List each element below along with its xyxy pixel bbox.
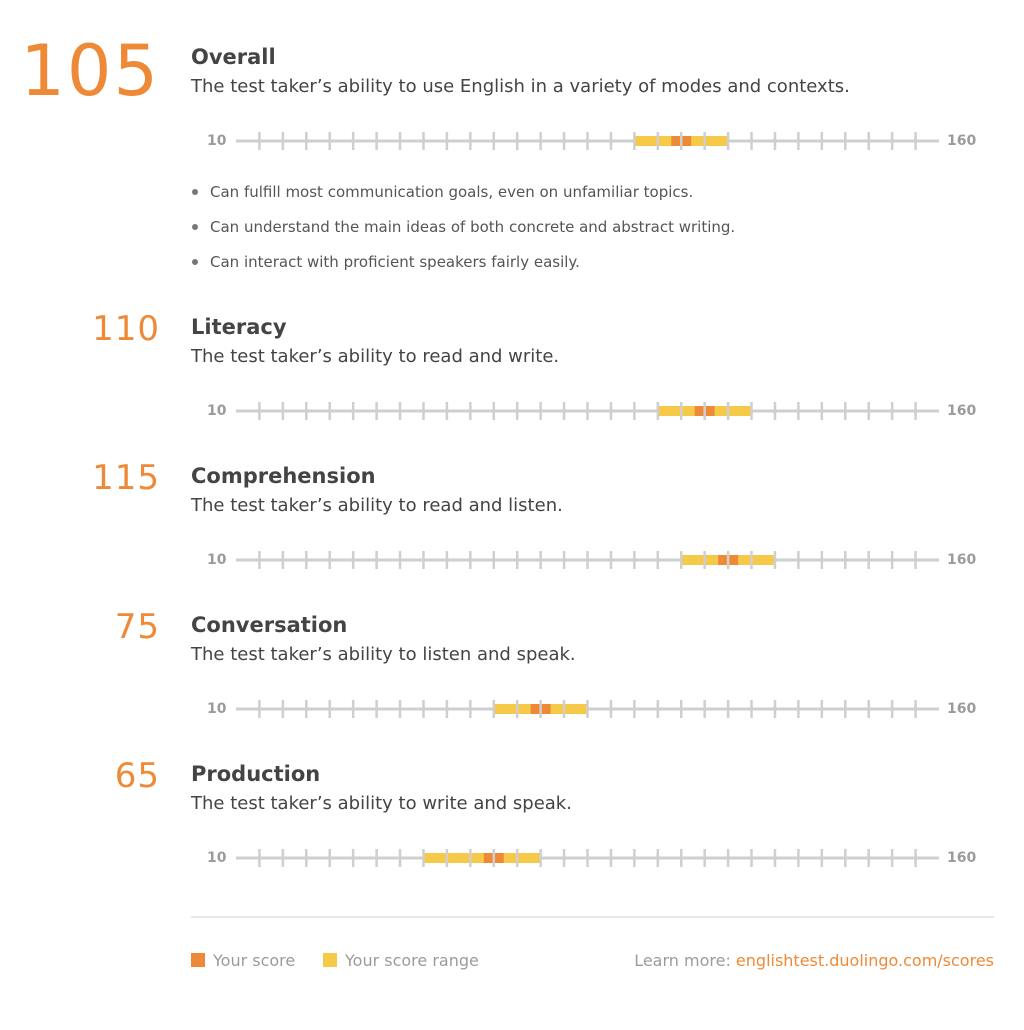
legend-your-score-range [323, 951, 479, 971]
scale-tick [328, 849, 331, 867]
score-track [236, 550, 939, 570]
footer-divider [191, 916, 994, 918]
scale-tick [657, 132, 660, 150]
scale-tick [657, 551, 660, 569]
scale-tick [727, 402, 730, 420]
scale-tick [891, 849, 894, 867]
comprehension-score: 115 [92, 458, 160, 498]
production-section [0, 756, 1024, 881]
scale-tick [727, 700, 730, 718]
scale-tick [914, 551, 917, 569]
scale-tick [282, 700, 285, 718]
scale-tick [680, 132, 683, 150]
scale-tick [258, 402, 261, 420]
scale-tick [375, 849, 378, 867]
scale-tick [821, 700, 824, 718]
overall-score: 105 [20, 30, 160, 112]
scale-tick [305, 402, 308, 420]
scale-tick [727, 551, 730, 569]
scale-tick [633, 402, 636, 420]
scale-tick [563, 551, 566, 569]
scale-tick [446, 551, 449, 569]
scale-tick [727, 132, 730, 150]
scale-tick [469, 700, 472, 718]
bullet-dot [192, 224, 198, 230]
scale-tick [422, 849, 425, 867]
conversation-score: 75 [114, 607, 160, 647]
scale-tick [680, 849, 683, 867]
scale-tick [446, 402, 449, 420]
scale-tick [844, 700, 847, 718]
scale-tick [539, 132, 542, 150]
scale-tick [914, 700, 917, 718]
overall-description: The test taker’s ability to use English in a variety of modes and contexts. [191, 76, 850, 97]
score-scale-svg [236, 131, 939, 151]
scale-tick [282, 402, 285, 420]
scale-tick [680, 551, 683, 569]
scale-tick [422, 132, 425, 150]
scale-tick [750, 132, 753, 150]
score-scale-svg [236, 699, 939, 719]
scale-tick [539, 849, 542, 867]
score-track [236, 131, 939, 151]
legend-your-score [191, 951, 295, 971]
scale-tick [633, 551, 636, 569]
scale-tick [774, 402, 777, 420]
scale-tick [563, 402, 566, 420]
scale-tick [586, 551, 589, 569]
scale-tick [633, 849, 636, 867]
list-item [191, 252, 735, 287]
scale-tick [305, 849, 308, 867]
scale-tick [328, 700, 331, 718]
scale-tick [750, 700, 753, 718]
literacy-title: Literacy [191, 315, 287, 339]
bullet-text: Can interact with proficient speakers fairly easily. [210, 253, 580, 271]
scale-tick [399, 132, 402, 150]
scale-tick [867, 849, 870, 867]
scale-tick [750, 402, 753, 420]
scale-tick [867, 700, 870, 718]
scale-max-label: 160 [947, 552, 977, 568]
overall-section [0, 30, 1024, 284]
scale-tick [352, 132, 355, 150]
learn-more [634, 951, 994, 971]
scale-tick [797, 551, 800, 569]
scale-tick [891, 700, 894, 718]
scale-tick [516, 132, 519, 150]
scale-tick [797, 849, 800, 867]
scale-tick [563, 132, 566, 150]
scale-tick [352, 849, 355, 867]
scale-tick [774, 551, 777, 569]
list-item [191, 182, 735, 217]
scale-tick [516, 849, 519, 867]
scale-tick [399, 402, 402, 420]
scale-tick [703, 551, 706, 569]
scale-tick [610, 402, 613, 420]
score-scale-svg [236, 848, 939, 868]
scale-max-label: 160 [947, 133, 977, 149]
scale-tick [586, 849, 589, 867]
scale-tick [867, 551, 870, 569]
list-item [191, 217, 735, 252]
scale-tick [821, 132, 824, 150]
scale-tick [774, 700, 777, 718]
scale-tick [610, 551, 613, 569]
scale-tick [516, 700, 519, 718]
scale-tick [563, 700, 566, 718]
overall-bullet-list [191, 182, 735, 287]
conversation-scale [0, 699, 1024, 723]
scale-tick [891, 132, 894, 150]
scale-tick [703, 700, 706, 718]
bullet-text: Can fulfill most communication goals, even on unfamiliar topics. [210, 183, 694, 201]
scale-tick [539, 700, 542, 718]
scale-tick [703, 132, 706, 150]
conversation-title: Conversation [191, 613, 348, 637]
scale-tick [375, 402, 378, 420]
scale-tick [867, 402, 870, 420]
production-score: 65 [114, 756, 160, 796]
scale-tick [493, 551, 496, 569]
scale-tick [563, 849, 566, 867]
scale-tick [914, 132, 917, 150]
scale-max-label: 160 [947, 403, 977, 419]
scale-tick [610, 849, 613, 867]
literacy-description: The test taker’s ability to read and write. [191, 346, 560, 367]
scale-tick [703, 402, 706, 420]
overall-scale [0, 131, 1024, 155]
scale-tick [328, 402, 331, 420]
scale-tick [375, 132, 378, 150]
scale-tick [446, 849, 449, 867]
production-description: The test taker’s ability to write and speak. [191, 793, 572, 814]
scale-max-label: 160 [947, 850, 977, 866]
scale-tick [375, 551, 378, 569]
comprehension-title: Comprehension [191, 464, 376, 488]
scale-tick [867, 132, 870, 150]
scale-tick [399, 700, 402, 718]
scale-tick [422, 551, 425, 569]
scale-tick [352, 551, 355, 569]
scale-tick [750, 551, 753, 569]
conversation-description: The test taker’s ability to listen and speak. [191, 644, 576, 665]
scale-tick [258, 132, 261, 150]
scale-tick [821, 551, 824, 569]
scale-tick [469, 849, 472, 867]
bullet-text: Can understand the main ideas of both concrete and abstract writing. [210, 218, 736, 236]
comprehension-scale [0, 550, 1024, 574]
scale-tick [703, 849, 706, 867]
scale-tick [586, 700, 589, 718]
scale-tick [352, 700, 355, 718]
scale-tick [469, 132, 472, 150]
scale-min-label: 10 [207, 850, 227, 866]
scale-tick [469, 402, 472, 420]
scale-tick [539, 551, 542, 569]
scale-tick [797, 132, 800, 150]
scale-tick [493, 700, 496, 718]
scale-tick [328, 551, 331, 569]
scale-tick [797, 402, 800, 420]
scale-tick [258, 700, 261, 718]
scale-tick [493, 402, 496, 420]
scale-tick [844, 551, 847, 569]
legend-your-score-label: Your score [213, 951, 296, 970]
scale-tick [516, 551, 519, 569]
score-track [236, 848, 939, 868]
scale-tick [774, 849, 777, 867]
scale-tick [821, 402, 824, 420]
scale-tick [493, 849, 496, 867]
scale-tick [657, 700, 660, 718]
scale-tick [586, 402, 589, 420]
comprehension-description: The test taker’s ability to read and listen. [191, 495, 563, 516]
conversation-section [0, 607, 1024, 732]
scale-tick [891, 402, 894, 420]
learn-more-label: Learn more: [634, 951, 731, 970]
literacy-section [0, 309, 1024, 434]
scale-tick [375, 700, 378, 718]
scale-tick [586, 132, 589, 150]
overall-title: Overall [191, 45, 276, 69]
score-track [236, 699, 939, 719]
scale-tick [657, 402, 660, 420]
score-scale-svg [236, 550, 939, 570]
production-title: Production [191, 762, 321, 786]
scale-tick [633, 700, 636, 718]
scale-tick [610, 700, 613, 718]
scale-tick [680, 700, 683, 718]
scale-tick [399, 551, 402, 569]
scale-tick [914, 849, 917, 867]
scale-tick [422, 700, 425, 718]
scale-tick [844, 402, 847, 420]
scale-tick [305, 700, 308, 718]
scale-tick [750, 849, 753, 867]
scale-tick [844, 849, 847, 867]
scale-tick [305, 132, 308, 150]
production-scale [0, 848, 1024, 872]
score-scale-svg [236, 401, 939, 421]
scale-tick [422, 402, 425, 420]
score-track [236, 401, 939, 421]
scale-tick [258, 551, 261, 569]
scale-tick [328, 132, 331, 150]
bullet-dot [192, 259, 198, 265]
scale-tick [774, 132, 777, 150]
scale-tick [516, 402, 519, 420]
scale-tick [469, 551, 472, 569]
scale-tick [282, 551, 285, 569]
your-score-swatch [191, 953, 205, 967]
scale-min-label: 10 [207, 701, 227, 717]
scale-tick [352, 402, 355, 420]
score-range-bar [423, 853, 540, 863]
scale-tick [282, 132, 285, 150]
scale-min-label: 10 [207, 403, 227, 419]
scale-tick [891, 551, 894, 569]
scale-tick [282, 849, 285, 867]
bullet-dot [192, 189, 198, 195]
comprehension-section [0, 458, 1024, 583]
scale-tick [258, 849, 261, 867]
scale-tick [446, 700, 449, 718]
scale-tick [657, 849, 660, 867]
scale-tick [797, 700, 800, 718]
scale-min-label: 10 [207, 552, 227, 568]
scale-tick [539, 402, 542, 420]
scale-tick [446, 132, 449, 150]
legend-your-score-range-label: Your score range [345, 951, 479, 970]
scale-tick [680, 402, 683, 420]
scale-tick [914, 402, 917, 420]
learn-more-link[interactable]: englishtest.duolingo.com/scores [735, 951, 994, 970]
scale-tick [727, 849, 730, 867]
scale-tick [493, 132, 496, 150]
literacy-score: 110 [92, 309, 160, 349]
scale-min-label: 10 [207, 133, 227, 149]
scale-tick [305, 551, 308, 569]
scale-tick [399, 849, 402, 867]
scale-tick [633, 132, 636, 150]
scale-tick [821, 849, 824, 867]
literacy-scale [0, 401, 1024, 425]
scale-max-label: 160 [947, 701, 977, 717]
your-score-range-swatch [323, 953, 337, 967]
scale-tick [844, 132, 847, 150]
scale-tick [610, 132, 613, 150]
